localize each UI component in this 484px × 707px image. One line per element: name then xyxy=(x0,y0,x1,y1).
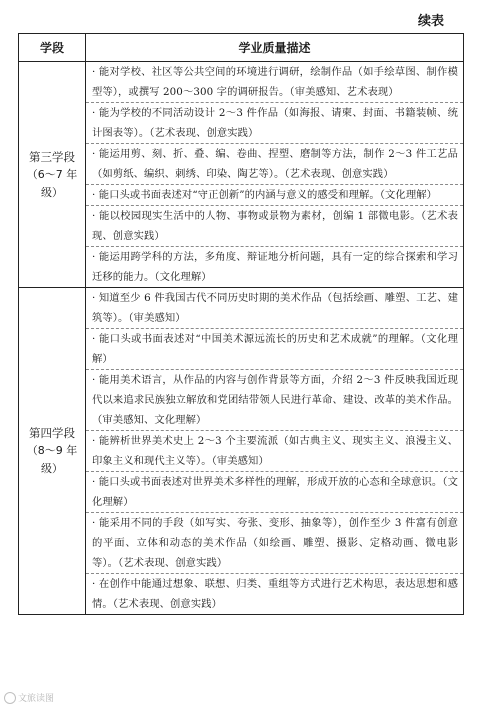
stage-cell xyxy=(19,288,86,615)
quality-table xyxy=(18,33,464,615)
table-header-row xyxy=(19,34,464,62)
list-item: · 能口头或书面表述对“守正创新”的内涵与意义的感受和理解。（文化理解） xyxy=(86,184,463,205)
description-header: 学业质量描述 xyxy=(86,34,464,62)
stage-row-4 xyxy=(19,288,464,615)
list-item: · 能运用跨学科的方法，多角度、辩证地分析问题，具有一定的综合探索和学习迁移的能力。（文化理解） xyxy=(86,246,463,287)
list-item: · 能口头或书面表述对“中国美术源远流长的历史和艺术成就”的理解。（文化理解） xyxy=(86,328,463,369)
list-item: · 能采用不同的手段（如写实、夸张、变形、抽象等），创作至少 3 件富有创意的平面、立体和动态的美术作品（如绘画、雕塑、摄影、定格动画、微电影等）。（艺术表现、创意实践） xyxy=(86,512,463,573)
list-item: · 在创作中能通过想象、联想、归类、重组等方式进行艺术构思，表达思想和感情。（艺术表现、创意实践） xyxy=(86,573,463,614)
description-cell xyxy=(86,288,464,615)
stage-row-3 xyxy=(19,62,464,288)
stage-grades: （8～9 年级） xyxy=(26,444,78,475)
list-item: · 能辨析世界美术史上 2～3 个主要流派（如古典主义、现实主义、浪漫主义、印象主义和现代主义等）。（审美感知） xyxy=(86,430,463,471)
stage-grades: （6～7 年级） xyxy=(26,167,78,199)
list-item: · 能为学校的不同活动设计 2～3 件作品（如海报、请柬、封面、书籍装帧、统计图表等）。（艺术表现、创意实践） xyxy=(86,102,463,143)
list-item: · 能以校园现实生活中的人物、事物或景物为素材，创编 1 部微电影。（艺术表现、创意实践） xyxy=(86,205,463,246)
list-item: · 知道至少 6 件我国古代不同历史时期的美术作品（包括绘画、雕塑、工艺、建筑等）。（审美感知） xyxy=(92,292,458,324)
description-cell xyxy=(86,62,464,288)
stage-name: 第四学段 xyxy=(29,426,75,440)
list-item: · 能对学校、社区等公共空间的环境进行调研，绘制作品（如手绘草图、制作模型等），或撰写 200～300 字的调研报告。（审美感知、艺术表现） xyxy=(92,66,458,98)
list-item: · 能口头或书面表述对世界美术多样性的理解，形成开放的心态和全球意识。（文化理解） xyxy=(86,471,463,512)
stage-name: 第三学段 xyxy=(29,149,75,164)
stage-cell xyxy=(19,62,86,288)
watermark xyxy=(4,691,54,704)
watermark-logo-icon xyxy=(4,692,16,704)
stage-header: 学段 xyxy=(19,34,86,62)
watermark-text: 文旅读图 xyxy=(18,694,55,704)
list-item: · 能运用剪、刻、折、叠、编、卷曲、捏塑、磨制等方法，制作 2～3 件工艺品（如剪纸、编织、刺绣、印染、陶艺等）。（艺术表现、创意实践） xyxy=(86,143,463,184)
list-item: · 能用美术语言，从作品的内容与创作背景等方面，介绍 2～3 件反映我国近现代以来追求民族独立解放和党团结带领人民进行革命、建设、改革的美术作品。（审美感知、文化理解） xyxy=(86,369,463,430)
continued-label: 续表 xyxy=(417,14,444,29)
